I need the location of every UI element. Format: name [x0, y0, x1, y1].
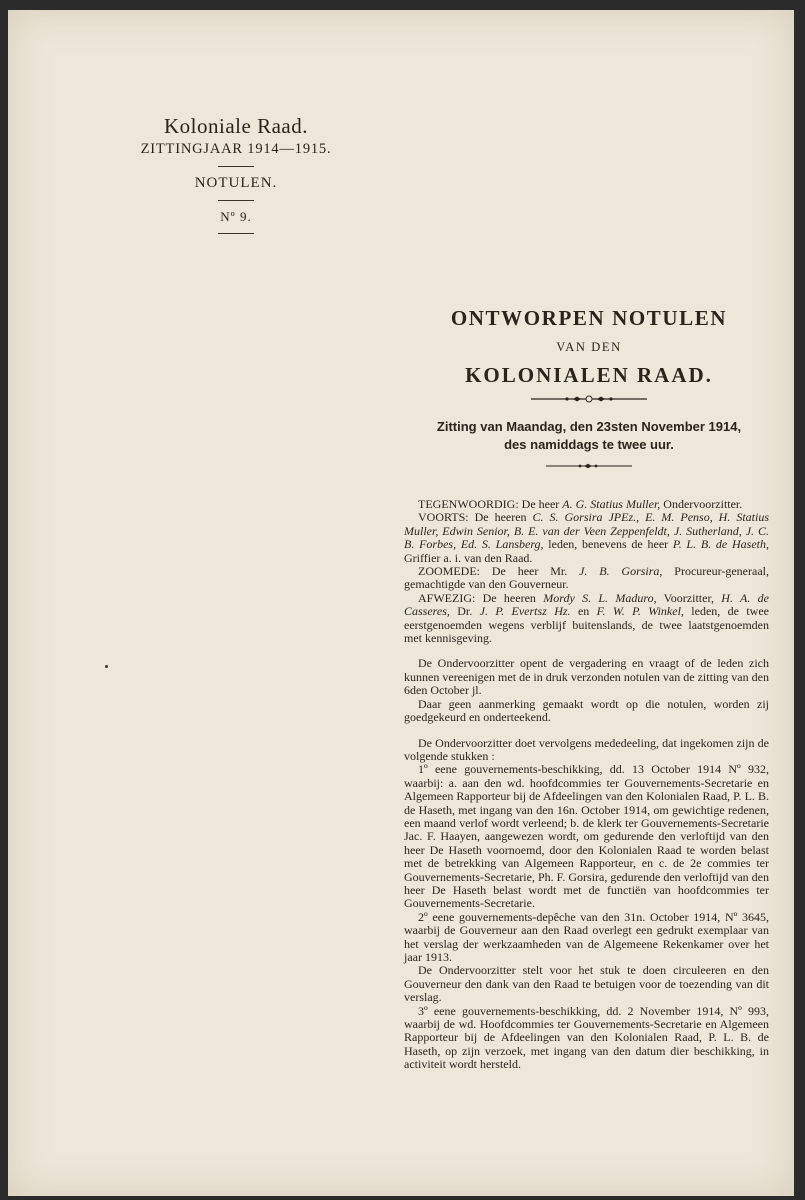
paragraph: De Ondervoorzitter stelt voor het stuk te doen circuleeren en den Gouverneur den dank van den Raad te betuigen voor de toezending van dit verslag. [404, 963, 769, 1005]
name: F. W. P. Winkel, [596, 604, 684, 619]
text: De heer [518, 497, 563, 511]
text: en [570, 604, 597, 619]
document-number: Nº 9. [220, 209, 252, 224]
main-header-block [404, 306, 774, 470]
divider [218, 200, 254, 201]
name: P. L. B. de Haseth, [672, 537, 770, 552]
attendance-absent [404, 592, 769, 646]
session-date [404, 418, 774, 454]
session-time-line: des namiddags te twee uur. [504, 437, 674, 452]
text: leden, de twee eerstgenoemden wegens verblijf buitenslands, de twee laatstgenoemden met kennisgeving. [404, 604, 770, 646]
attendance-present [404, 498, 769, 511]
label-absent: AFWEZIG: [418, 590, 476, 605]
label-members: VOORTS: [418, 510, 469, 525]
text: Ondervoorzitter. [660, 497, 743, 511]
paragraph: De Ondervoorzitter opent de vergadering en vraagt of de leden zich kunnen vereenigen met de in druk verzonden notulen van de zitting van den 6den October jl. [404, 656, 769, 698]
notulen-label: NOTULEN. [194, 175, 278, 191]
text: Dr. [449, 604, 480, 619]
name: A. G. Statius Muller, [562, 497, 661, 511]
paragraph: 2º eene gouvernements-depêche van den 31n. October 1914, Nº 3645, waarbij de Gouverneur aan den Raad overlegt een gedrukt exemplaar van het verslag der werkzaamheden van de Algemeene Rekenkamer over het jaar 1913. [404, 909, 769, 964]
left-header-block [116, 114, 356, 242]
text: De heeren [475, 590, 544, 605]
session-date-line: Zitting van Maandag, den 23sten November 1914, [436, 419, 742, 434]
divider [218, 166, 254, 167]
paper-speck [105, 665, 108, 668]
name: Mordy S. L. Maduro, [543, 590, 657, 605]
paragraph: Daar geen aanmerking gemaakt wordt op die notulen, worden zij goedgekeurd en onderteekend. [404, 696, 769, 725]
text: Voorzitter, [656, 590, 722, 605]
ornament-divider [529, 394, 649, 404]
paragraph: De Ondervoorzitter doet vervolgens mededeeling, dat ingekomen zijn de volgende stukken : [404, 735, 769, 763]
document-page [8, 10, 794, 1196]
text: Griffier a. i. van den Raad. [404, 550, 533, 565]
divider [218, 233, 254, 234]
title-connector: VAN DEN [556, 340, 622, 354]
minutes-body [404, 498, 769, 1072]
document-title: ONTWORPEN NOTULEN [450, 306, 728, 330]
attendance-members [404, 511, 769, 565]
paragraph: 1º eene gouvernements-beschikking, dd. 13 October 1914 Nº 932, waarbij: a. aan den wd. hoofdcommies ter Gouvernements-Secretarie en Algemeen Rapporteur bij de Afdeelingen van den Kolonialen Raad, P. L. B. de Haseth, met ingang van den 16n. October 1914, om gewichtige redenen, een maand verlof wordt verleend; b. de klerk ter Gouvernements-Secretarie Jac. F. Haayen, aangewezen wordt, om gedurende den verloftijd van den heer De Haseth voornoemd, door den Kolonialen Raad te worden belast met de betrekking van Algemeen Rapporteur, en c. de 2e commies ter Gouvernements-Secretarie, Ph. F. Gorsira, gedurende den verloftijd van den heer De Haseth belast wordt met de functiën van hoofdcommies ter Gouvernements-Secretarie. [404, 762, 769, 911]
names: C. S. Gorsira JPEz., E. M. Penso, H. Statius Muller, Edwin Senior, B. E. van der Veen Zeppenfeldt, J. Sutherland, J. C. B. Forbes, Ed. S. Lansberg, [404, 510, 769, 552]
text: De heeren [468, 510, 533, 525]
name: H. A. de Casseres, [404, 590, 769, 619]
small-ornament-divider [544, 462, 634, 470]
name: J. B. Gorsira, [579, 564, 663, 579]
label-present: TEGENWOORDIG: [418, 497, 519, 511]
label-also: ZOOMEDE: [418, 564, 480, 579]
text: leden, benevens de heer [543, 537, 673, 552]
session-year: ZITTINGJAAR 1914—1915. [140, 141, 332, 157]
attendance-also [404, 565, 769, 592]
text: Procureur-generaal, gemachtigde van den Gouverneur. [404, 564, 769, 592]
council-title: Koloniale Raad. [164, 114, 308, 138]
text: De heer Mr. [480, 564, 580, 579]
paragraph: 3º eene gouvernements-beschikking, dd. 2 November 1914, Nº 993, waarbij de wd. Hoofdcommies ter Gouvernements-Secretarie en Algemeen Rapporteur bij de Afdeelingen van den Kolonialen Raad, P. L. B. de Haseth, op zijn verzoek, met ingang van den datum dier beschikking, in activiteit wordt hersteld. [404, 1003, 769, 1072]
name: J. P. Evertsz Hz. [479, 604, 571, 619]
council-name: KOLONIALEN RAAD. [465, 363, 713, 387]
